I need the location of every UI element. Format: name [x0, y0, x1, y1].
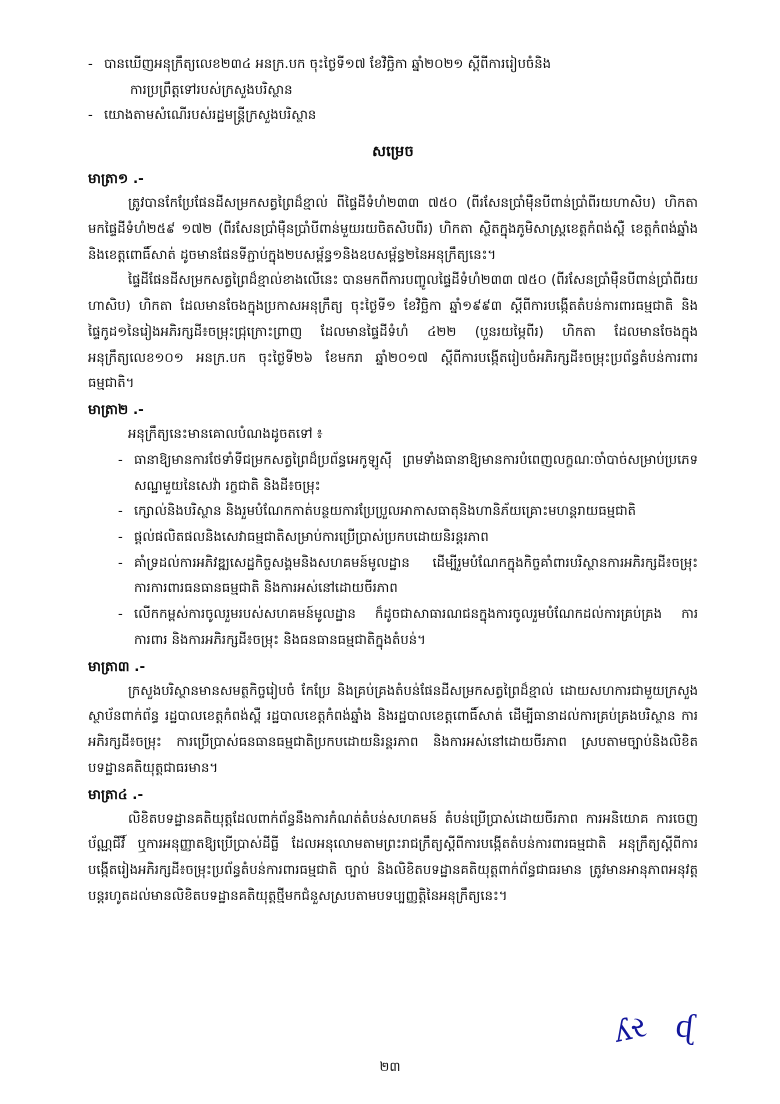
preamble-line: យោងតាមសំណើរបស់រដ្ឋមន្ត្រីក្រសួងបរិស្ថាន — [104, 108, 317, 124]
list-item — [88, 551, 698, 602]
list-item-text: ផ្តល់ផលិតផលនិងសេវាធម្មជាតិសម្រាប់ការប្រើប្រាស់ប្រកបដោយនិរន្តរភាព — [134, 530, 489, 546]
bullet-dash: - — [118, 530, 123, 546]
bullet-dash: - — [118, 452, 123, 468]
bullet-dash: - — [118, 555, 123, 571]
preamble-text — [104, 103, 698, 129]
list-item — [88, 499, 698, 525]
article-2-title: មាត្រា២ .- — [88, 402, 144, 419]
bullet-dash: - — [118, 504, 123, 520]
article-4-paragraph-1: លិខិតបទដ្ឋានគតិយុត្តដែលពាក់ព័ន្ធនឹងការកំណត់តំបន់សហគមន៍ តំបន់ប្រើប្រាស់ដោយចីរភាព ការអនិយោគ ការចេញប័ណ្ណជីវិ៍ ឬការអនុញ្ញាតឱ្យប្រើប្រាស់ដីធ្លី ដែលអនុលោមតាមព្រះរាជក្រឹត្យស្ដីពីការបង្កើតតំបន់ការពារធម្មជាតិ អនុក្រឹត្យស្ដីពីការបង្កើតរៀងអភិរក្សដី៖ចម្រុះប្រព័ន្ធតំបន់ការពារធម្មជាតិ ច្បាប់ និងលិខិតបទដ្ឋានគតិយុត្តពាក់ព័ន្ធជាធរមាន ត្រូវមានអានុភាពអនុវត្តបន្តរហូតដល់មានលិខិតបទដ្ឋានគតិយុត្តថ្មីមកជំនួសស្របតាមបទប្បញ្ញត្តិនៃអនុក្រឹត្យនេះ។ — [88, 811, 698, 904]
preamble-line: បានឃើញអនុក្រឹត្យលេខ២៣៤ អនក្រ.បក ចុះថ្ងៃទី១៧ ខែវិច្ឆិកា ឆ្នាំ២០២១ ស្ដីពីការរៀបចំនិង — [104, 57, 552, 72]
list-item-text: គាំទ្រដល់ការអភិវឌ្ឍសេដ្ឋកិច្ចសង្គមនិងសហគមន៍មូលដ្ឋាន ដើម្បីរួមបំណែកក្នុងកិច្ចគាំពារបរិស្ថានការអភិរក្សដី៖ចម្រុះ ការការពារធនធានធម្មជាតិ និងការអស់នៅដោយចីរភាព — [134, 555, 698, 597]
article-4-title: មាត្រា៤ .- — [88, 786, 144, 803]
document-body — [88, 52, 698, 910]
list-item-text: លើកកម្ពស់ការចូលរួមរបស់សហគមន៍មូលដ្ឋាន ក៏ដូចជាសាធារណជនក្នុងការចូលរួមបំណែកដល់ការគ្រប់គ្រង ការការពារ និងការអភិរក្សដី៖ចម្រុះ និងធនធានធម្មជាតិក្នុងតំបន់។ — [134, 607, 698, 648]
article-2-lead: អនុក្រឹត្យនេះមានគោលបំណងដូចតទៅ ៖ — [128, 427, 323, 443]
decision-heading: សម្រេច — [372, 144, 414, 161]
article-1-paragraph-2: ផ្ទៃដីផែនដីសម្រកសត្វព្រៃដ៏ខ្មាល់ខាងលើនេះ បានមកពីការបញ្ចូលផ្ទៃដីទំហំ២៣៣ ៧៥០ (ពីរសែនប្រាំមុឺនបីពាន់ប្រាំពីរយហាសិប) ហិកតា ដែលមានចែងក្នុងប្រកាសអនុក្រឹត្យ ចុះថ្ងៃទី១ ខែវិច្ឆិកា ឆ្នាំ១៩៩៣ ស្ដីពីការបង្កើតតំបន់ការពារធម្មជាតិ និងផ្ទៃកូដ១នៃរៀងអភិរក្សដី៖ចម្រុះជ្រុក្រោះព្រាញ ដែលមានផ្ទៃដីទំហំ ៤២២ (បួនរយម្ភៃពីរ) ហិកតា ដែលមានចែងក្នុងអនុក្រឹត្យលេខ១០១ អនក្រ.បក ចុះថ្ងៃទី២៦ ខែមករា ឆ្នាំ២០១៧ ស្ដីពីការបង្កើតរៀបចំអភិរក្សដី៖ចម្រុះប្រព័ន្ធតំបន់ការពារធម្មជាតិ។ — [88, 273, 699, 392]
preamble-item — [88, 52, 698, 103]
preamble-dash: - — [88, 108, 93, 124]
list-item — [88, 525, 698, 551]
list-item-text: ធានាឱ្យមានការថែទាំទីជម្រកសត្វព្រៃដ៏ប្រព័ន្ធអេកូឡូស៊ី ព្រមទាំងធានាឱ្យមានការបំពេញលក្ខណៈចាំបាច់សម្រាប់ប្រភេទសណ្ឋមួយនៃសេវ៉ា រក្ខជាតិ និងដី៖ចម្រុះ — [134, 452, 698, 494]
preamble-item — [88, 103, 698, 129]
article-3 — [88, 658, 698, 782]
preamble-block — [88, 52, 698, 129]
article-3-title: មាត្រា៣ .- — [88, 658, 146, 675]
page-number: ២៣ — [379, 1060, 401, 1075]
article-1-title: មាត្រា១ .- — [88, 171, 144, 188]
signature-mark — [608, 1004, 728, 1064]
preamble-line: ការប្រព្រឹត្តទៅរបស់ក្រសួងបរិស្ថាន — [130, 82, 293, 98]
list-item — [88, 602, 698, 653]
article-2-bullet-list — [88, 448, 698, 654]
signature-stroke-left: ʎર — [610, 1009, 650, 1050]
article-1-paragraph-1: ត្រូវបានកែប្រែផែនដីសម្រកសត្វព្រៃដ៏ខ្មាល់ ពីផ្ទៃដីទំហំ២៣៣ ៧៥០ (ពីរសែនប្រាំមុឺនបីពាន់ប្រាំពីរយហាសិប) ហិកតា មកផ្ទៃដីទំហំ២៥៩ ១៧២ (ពីរសែនប្រាំមុឺនប្រាំបីពាន់មួយរយចិតសិបពីរ) ហិកតា ស្ថិតក្នុងភូមិសាស្ត្រខេត្តកំពង់ស្ពឺ ខេត្តកំពង់ឆ្នាំង និងខេត្តពោធិ៍សាត់ ដូចមានផែនទីភ្ជាប់ក្នុង២បសម្ព័ន្ធ១និងឧបសម្ព័ន្ធ២នៃអនុក្រឹត្យនេះ។ — [88, 196, 698, 263]
article-4 — [88, 786, 698, 910]
list-item — [88, 448, 698, 499]
list-item-text: ក្សោល់និងបរិស្ថាន និងរួមបំណែកកាត់បន្ថយការប្រែប្រួលអាកាសធាតុនិងហានិភ័យគ្រោះមហន្តរាយធម្មជាតិ — [134, 504, 637, 520]
article-2 — [88, 401, 698, 654]
article-3-paragraph-1: ក្រសួងបរិស្ថានមានសមត្ថកិច្ចរៀបចំ កែប្រែ និងគ្រប់គ្រងតំបន់ផែនដីសម្រកសត្វព្រៃដ៏ខ្មាល់ ដោយសហការជាមួយក្រសួង ស្ថាប័នពាក់ព័ន្ធ រដ្ឋបាលខេត្តកំពង់ស្ពឺ រដ្ឋបាលខេត្តកំពង់ឆ្នាំង និងរដ្ឋបាលខេត្តពោធិ៍សាត់ ដើម្បីធានាដល់ការគ្រប់គ្រងបរិស្ថាន ការអភិរក្សដី៖ចម្រុះ ការប្រើប្រាស់ធនធានធម្មជាតិប្រកបដោយនិរន្តរភាព និងការអស់នៅដោយចីរភាព ស្របតាមច្បាប់និងលិខិតបទដ្ឋានគតិយុត្តជាធរមាន។ — [88, 683, 698, 776]
preamble-text — [104, 52, 698, 103]
bullet-dash: - — [118, 607, 123, 623]
signature-stroke-right: ᶑ — [673, 1005, 696, 1047]
preamble-dash: - — [88, 57, 93, 72]
article-1 — [88, 170, 698, 397]
